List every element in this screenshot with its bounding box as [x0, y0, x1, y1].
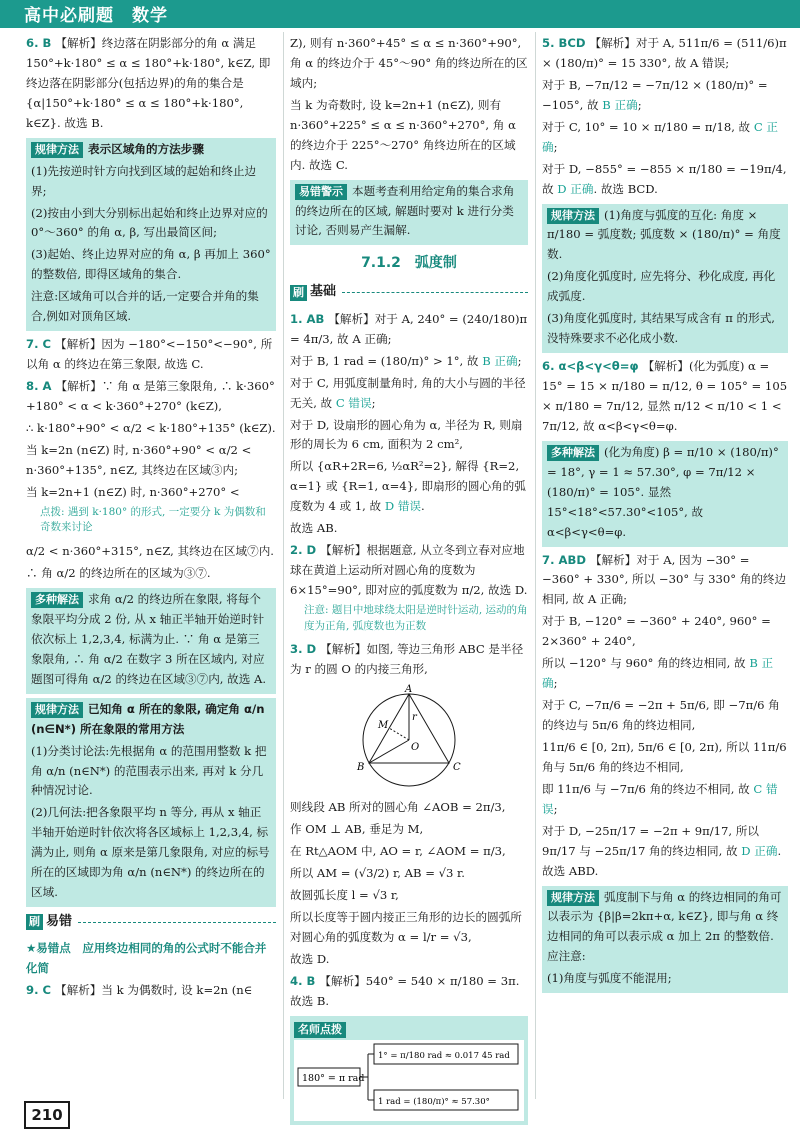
- page-number: 210: [24, 1101, 70, 1129]
- answer-3: 3. D 【解析】如图, 等边三角形 ABC 是半径为 r 的圆 O 的内接三角形,: [290, 642, 524, 677]
- solution-line: 即 11π/6 与 −7π/6 角的终边不相同, 故 C 错误;: [542, 781, 778, 816]
- warning-box: 易错警示 本题考查利用给定角的集合求角的终边所在的区域, 解题时要对 k 进行分类讨论, 否则易产生漏解.: [290, 180, 528, 246]
- answer-1: 1. AB 【解析】对于 A, 240° = (240/180)π = 4π/3, 故 A 正确;: [290, 311, 528, 346]
- label-a: A: [405, 684, 413, 696]
- answer-9: 9. C 【解析】当 k 为偶数时, 设 k=2n (n∈: [26, 983, 253, 998]
- label-o: O: [411, 742, 420, 754]
- segment-om: [389, 728, 409, 740]
- alt-solution-box: 多种解法 求角 α/2 的终边所在象限, 将每个象限平均分成 2 份, 从 x 轴正半轴开始逆时针依次标上 1,2,3,4, 标满为止. ∵ 角 α 是第三象限角, ∴ 角 α/2 在数字 3 所在区域内, 对应题图可得角 α/2 的终边在区域③⑦内, 故选 A.: [26, 588, 276, 694]
- label-b: B: [357, 762, 365, 774]
- alt-solution-box: 多种解法 (化为角度) β = π/10 × (180/π)° = 18°, γ = 1 ≈ 57.30°, φ = 7π/12 × (180/π)° = 105°. 显然 15°<18°<57.30°<105°, 故 α<β<γ<θ=φ.: [542, 441, 788, 547]
- page-header: [0, 0, 800, 28]
- solution-line: 对于 D, −25π/17 = −2π + 9π/17, 所以 9π/17 与 −25π/17 角的终边相同, 故 D 正确. 故选 ABD.: [542, 823, 782, 878]
- solution-line: 当 k=2n+1 (n∈Z) 时, n·360°+270° <: [26, 484, 240, 499]
- conversion-diagram: [294, 1040, 522, 1114]
- method-box: 规律方法 表示区域角的方法步骤 (1)先按逆时针方向找到区域的起始和终止边界; (2)按由小到大分别标出起始和终止边界对应的 0°～360° 的角 α, β, 写出最简区间; (3)起始、终止边界对应的角 α, β 再加上 360° 的整数倍, 即得区域角的集合. 注意:区域角可以合并的话,一定要合并角的集合,例如对顶角区域.: [26, 138, 276, 331]
- answer-6: 6. α<β<γ<θ=φ 【解析】(化为弧度) α = 15° = 15 × π/180 = π/12, θ = 105° = 105 × π/180 = 7π/12, 显然 π/12 < π/10 < 1 < 7π/12, 故 α<β<γ<θ=φ.: [542, 359, 788, 433]
- answer-7: 7. C 【解析】因为 −180°<−150°<−90°, 所以角 α 的终边在第三象限, 故选 C.: [26, 337, 273, 372]
- label-c: C: [453, 762, 461, 774]
- solution-line: 所以 {αR+2R=6, ½αR²=2}, 解得 {R=2, α=1} 或 {R=1, α=4}, 即扇形的圆心角的弧度数为 4 或 1, 故 D 错误.: [290, 459, 526, 514]
- solution-line: ∴ 角 α/2 的终边所在的区域为③⑦.: [26, 566, 211, 581]
- answer-5: 5. BCD 【解析】对于 A, 511π/6 = (511/6)π × (180/π)° = 15 330°, 故 A 错误;: [542, 36, 787, 70]
- solution-line: 11π/6 ∈ [0, 2π), 5π/6 ∈ [0, 2π), 所以 11π/6 角与 5π/6 角的终边不相同,: [542, 739, 787, 774]
- solution-line: Z), 则有 n·360°+45° ≤ α ≤ n·360°+90°, 角 α 的终边介于 45°～90° 角的终边所在的区域内;: [290, 36, 528, 90]
- solution-line: 所以 AM = (√3/2) r, AB = √3 r.: [290, 866, 465, 881]
- solution-line: 对于 C, 用弧度制量角时, 角的大小与圆的半径无关, 故 C 错误;: [290, 375, 526, 410]
- method-line: (2)几何法:把各象限平均 n 等分, 再从 x 轴正半轴开始逆时针依次将各区域标上 1,2,3,4, 标满为止, 则角 α 原来是第几象限角, 对应的标号所在的区域即为角 α/n (n∈N*) 的终边所在的区域.: [31, 805, 270, 900]
- method-line: 注意:区域角可以合并的话,一定要合并角的集合,例如对顶角区域.: [31, 289, 259, 324]
- tip-tag: 名师点拨: [294, 1022, 346, 1038]
- method-tag: 规律方法: [31, 702, 83, 718]
- solution-line: 所以长度等于圆内接正三角形的边长的圆弧所对圆心角的弧度数为 α = l/r = √3,: [290, 910, 522, 944]
- book-title: 高中必刷题 数学: [24, 6, 168, 26]
- answer-2: 2. D 【解析】根据题意, 从立冬到立春对应地球在黄道上运动所对圆心角的度数为 6×15°=90°, 即对应的弧度数为 π/2, 故选 D.: [290, 543, 528, 597]
- solution-line: 对于 B, −120° = −360° + 240°, 960° = 2×360° + 240°,: [542, 614, 771, 649]
- method-line: (1)先按逆时针方向找到区域的起始和终止边界;: [31, 163, 257, 198]
- solution-line: 对于 B, 1 rad = (180/π)° > 1°, 故 B 正确;: [290, 353, 522, 368]
- method-line: (1)分类讨论法:先根据角 α 的范围用整数 k 把角 α/n (n∈N*) 的范围表示出来, 再对 k 分几种情况讨论.: [31, 743, 267, 798]
- teacher-tip-box: [290, 1016, 528, 1125]
- solution-line: 则线段 AB 所对的圆心角 ∠AOB = 2π/3,: [290, 800, 506, 815]
- section-basic: 刷 基础: [290, 281, 528, 303]
- solution-line: 对于 B, −7π/12 = −7π/12 × (180/π)° = −105°, 故 B 正确;: [542, 77, 768, 112]
- segment-ob: [369, 740, 409, 763]
- method-box: 规律方法 已知角 α 所在的象限, 确定角 α/n (n∈N*) 所在象限的常用方法 (1)分类讨论法:先根据角 α 的范围用整数 k 把角 α/n (n∈N*) 的范围表示出来, 再对 k 分几种情况讨论. (2)几何法:把各象限平均 n 等分, 再从 x 轴正半轴开始逆时针依次将各区域标上 1,2,3,4, 标满为止, 则角 α 原来是第几象限角, 对应的标号所在的区域即为角 α/n (n∈N*) 的终边所在的区域.: [26, 698, 276, 907]
- solution-line: α/2 < n·360°+315°, n∈Z, 其终边在区域⑦内.: [26, 544, 274, 559]
- section-easy-mistakes: 刷 易错: [26, 911, 276, 933]
- solution-line: ∴ k·180°+90° < α/2 < k·180°+135° (k∈Z).: [26, 420, 276, 435]
- solution-line: 对于 C, −7π/6 = −2π + 5π/6, 即 −7π/6 角的终边与 5π/6 角的终边相同,: [542, 698, 780, 732]
- section-title: 7.1.2 弧度制: [361, 255, 457, 272]
- branch-degree: 1° = π/180 rad ≈ 0.017 45 rad: [378, 1050, 510, 1061]
- answer-8: 8. A 【解析】∵ 角 α 是第三象限角, ∴ k·360°+180° < α < k·360°+270° (k∈Z),: [26, 379, 275, 413]
- solution-line: 在 Rt△AOM 中, AO = r, ∠AOM = π/3,: [290, 844, 506, 859]
- column-right: [542, 34, 788, 997]
- method-box: 规律方法 弧度制下与角 α 的终边相同的角可以表示为 {β|β=2kπ+α, k∈Z}, 即与角 α 终边相同的角可以表示成 α 加上 2π 的整数倍. 应注意: (1)角度与弧度不能混用;: [542, 886, 788, 994]
- method-line: (3)角度化弧度时, 其结果写成含有 π 的形式, 没特殊要求不必化成小数.: [547, 311, 775, 346]
- solution-line: 当 k=2n (n∈Z) 时, n·360°+90° < α/2 < n·360°+135°, n∈Z, 其终边在区域③内;: [26, 442, 252, 477]
- triangle-circle-figure: [349, 682, 469, 794]
- method-line: (3)起始、终止边界对应的角 α, β 再加上 360° 的整数倍, 即得区域角的集合.: [31, 247, 271, 282]
- solution-line: 对于 D, −855° = −855 × π/180 = −19π/4, 故 D 正确. 故选 BCD.: [542, 161, 787, 196]
- method-line: (2)按由小到大分别标出起始和终止边界对应的 0°～360° 的角 α, β, 写出最简区间;: [31, 205, 268, 240]
- column-divider: [283, 32, 284, 1099]
- warning-tag: 易错警示: [295, 184, 347, 200]
- alt-tag: 多种解法: [547, 445, 599, 461]
- root-label: 180° = π rad: [302, 1072, 365, 1084]
- method-line: (2)角度化弧度时, 应先将分、秒化成度, 再化成弧度.: [547, 269, 776, 304]
- branch-radian: 1 rad = (180/π)° ≈ 57.30°: [378, 1096, 490, 1107]
- solution-line: 故选 AB.: [290, 521, 338, 536]
- solution-line: 当 k 为奇数时, 设 k=2n+1 (n∈Z), 则有 n·360°+225° ≤ α ≤ n·360°+270°, 角 α 的终边介于 225°～270° 角终边所在的区域内. 故选 C.: [290, 97, 516, 172]
- hint-note: 点拨: 遇到 k·180° 的形式, 一定要分 k 为偶数和奇数来讨论: [40, 505, 266, 534]
- easy-point: ★易错点 应用终边相同的角的公式时不能合并化简: [26, 941, 267, 976]
- label-m: M: [378, 720, 389, 732]
- label-r: r: [412, 712, 417, 724]
- solution-line: 故选 D.: [290, 951, 330, 966]
- alt-tag: 多种解法: [31, 592, 83, 608]
- method-box: 规律方法 (1)角度与弧度的互化: 角度 × π/180 = 弧度数; 弧度数 × (180/π)° = 角度数. (2)角度化弧度时, 应先将分、秒化成度, 再化成弧度. (3)角度化弧度时, 其结果写成含有 π 的形式, 没特殊要求不必化成小数.: [542, 204, 788, 354]
- method-line: (1)角度与弧度不能混用;: [547, 971, 672, 986]
- method-tag: 规律方法: [31, 142, 83, 158]
- answer-6: 6. B 【解析】终边落在阴影部分的角 α 满足 150°+k·180° ≤ α ≤ 180°+k·180°, k∈Z, 即终边落在阴影部分(包括边界)的角的集合是 {α|150°+k·180° ≤ α ≤ 180°+k·180°, k∈Z}. 故选 B.: [26, 36, 271, 130]
- answer-4: 4. B 【解析】540° = 540 × π/180 = 3π. 故选 B.: [290, 973, 520, 1008]
- hint-note: 注意: 题目中地球绕太阳是逆时针运动, 运动的角度为正角, 弧度数也为正数: [304, 603, 528, 632]
- solution-line: 对于 D, 设扇形的圆心角为 α, 半径为 R, 则扇形的周长为 6 cm, 面积为 2 cm²,: [290, 417, 523, 452]
- solution-line: 所以 −120° 与 960° 角的终边相同, 故 B 正确;: [542, 656, 774, 691]
- method-tag: 规律方法: [547, 208, 599, 224]
- method-tag: 规律方法: [547, 890, 599, 906]
- column-divider: [535, 32, 536, 1099]
- solution-line: 对于 C, 10° = 10 × π/180 = π/18, 故 C 正确;: [542, 119, 778, 154]
- column-middle: [290, 34, 528, 1125]
- column-left: [26, 34, 276, 1003]
- answer-7: 7. ABD 【解析】对于 A, 因为 −30° = −360° + 330°, 所以 −30° 与 330° 角的终边相同, 故 A 正确;: [542, 552, 787, 607]
- solution-line: 故圆弧长度 l = √3 r,: [290, 888, 399, 903]
- solution-line: 作 OM ⊥ AB, 垂足为 M,: [290, 822, 424, 837]
